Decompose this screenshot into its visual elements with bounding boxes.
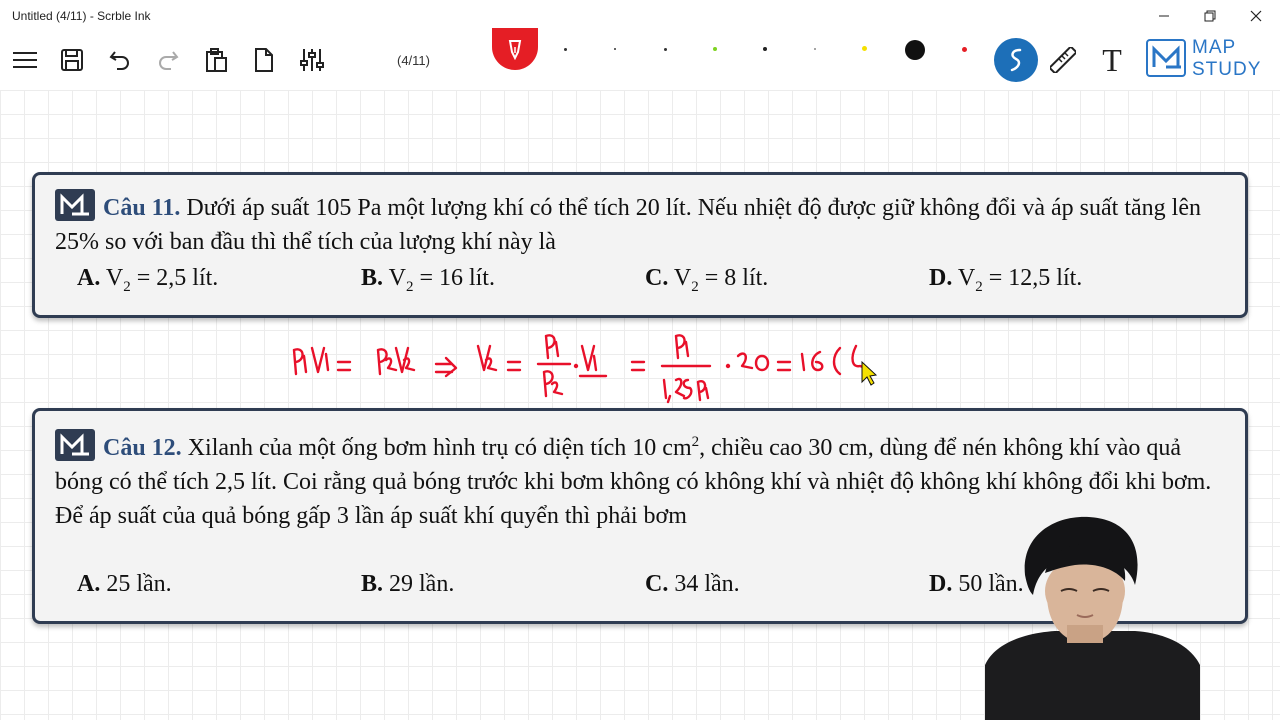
restore-button[interactable]: [1190, 4, 1230, 28]
ruler-icon: [1050, 47, 1076, 73]
window-title: Untitled (4/11) - Scrble Ink: [12, 9, 151, 23]
color-swatch[interactable]: [814, 48, 816, 50]
presenter-webcam: [985, 515, 1200, 720]
mapstudy-badge-icon: [55, 189, 95, 221]
settings-button[interactable]: [294, 42, 330, 78]
handwritten-solution: [280, 328, 900, 410]
menu-button[interactable]: [7, 42, 43, 78]
color-swatch[interactable]: [862, 46, 867, 51]
undo-icon: [108, 48, 132, 72]
color-swatch[interactable]: [905, 40, 925, 60]
option-b: B. $V_2 = 16$ lít.: [361, 265, 495, 295]
question-number: Câu 11.: [103, 195, 181, 221]
page-counter: (4/11): [397, 53, 430, 68]
text-icon: T: [1102, 41, 1122, 78]
question-text: Dưới áp suất 105 Pa một lượng khí có thể tích 20 lít. Nếu nhiệt độ được giữ không đổi và áp suất tăng lên 25% so với ban đầu thì thể tích của lượng khí này là: [55, 195, 1201, 255]
option-c: C. 34 lần.: [645, 571, 740, 597]
pen-icon: [504, 38, 526, 60]
question-card-11: [32, 172, 1248, 318]
redo-button[interactable]: [150, 42, 186, 78]
lasso-tool-button[interactable]: [994, 38, 1038, 82]
close-button[interactable]: [1236, 4, 1276, 28]
brand-line1: MAP: [1192, 37, 1237, 58]
mapstudy-logo-icon: [1146, 39, 1186, 77]
color-swatch[interactable]: [962, 47, 967, 52]
redo-icon: [156, 48, 180, 72]
mapstudy-badge-icon: [55, 429, 95, 461]
color-swatch[interactable]: [763, 47, 767, 51]
title-bar: [0, 0, 1280, 32]
option-d: D. 50 lần.: [929, 571, 1024, 597]
mapstudy-logo: [1146, 37, 1272, 83]
question-number: Câu 12.: [103, 435, 182, 461]
menu-icon: [12, 50, 38, 70]
m-badge-icon: [55, 189, 95, 221]
lasso-icon: [1004, 46, 1028, 74]
option-a: A. 25 lần.: [77, 571, 172, 597]
paste-button[interactable]: [198, 42, 234, 78]
minimize-button[interactable]: [1144, 4, 1184, 28]
restore-icon: [1204, 10, 1216, 22]
color-swatch[interactable]: [664, 48, 667, 51]
question-text: Xilanh của một ống bơm hình trụ có diện tích 10 $cm^2$, chiều cao 30 cm, dùng để nén không khí vào quả bóng có thể tích 2,5 lít. Coi rằng quả bóng trước khi bơm không có không khí và nhiệt độ không khí không đổi khi bơm. Để áp suất của quả bóng gấp 3 lần áp suất khí quyển thì phải bơm: [55, 434, 1212, 529]
option-b: B. 29 lần.: [361, 571, 455, 597]
m-badge-icon: [55, 429, 95, 461]
brand-line2: STUDY: [1192, 59, 1262, 80]
save-icon: [60, 48, 84, 72]
question-11-text-block: [55, 189, 1231, 259]
save-button[interactable]: [54, 42, 90, 78]
ruler-button[interactable]: [1045, 42, 1081, 78]
option-d: D. $V_2 = 12,5$ lít.: [929, 265, 1083, 295]
sliders-icon: [299, 47, 325, 73]
color-swatch[interactable]: [713, 47, 717, 51]
undo-button[interactable]: [102, 42, 138, 78]
option-c: C. $V_2 = 8$ lít.: [645, 265, 769, 295]
toolbar: [0, 32, 1280, 90]
text-tool-button[interactable]: [1094, 42, 1130, 78]
new-page-button[interactable]: [246, 42, 282, 78]
color-swatch[interactable]: [614, 48, 616, 50]
cursor-icon: [862, 362, 876, 385]
pen-tool-button[interactable]: [492, 28, 538, 70]
clipboard-icon: [204, 47, 228, 73]
minimize-icon: [1158, 10, 1170, 22]
close-icon: [1250, 10, 1262, 22]
color-swatch[interactable]: [564, 48, 567, 51]
option-a: A. $V_2 = 2,5$ lít.: [77, 265, 219, 295]
m-logo-icon: [1148, 41, 1184, 75]
new-page-icon: [253, 47, 275, 73]
